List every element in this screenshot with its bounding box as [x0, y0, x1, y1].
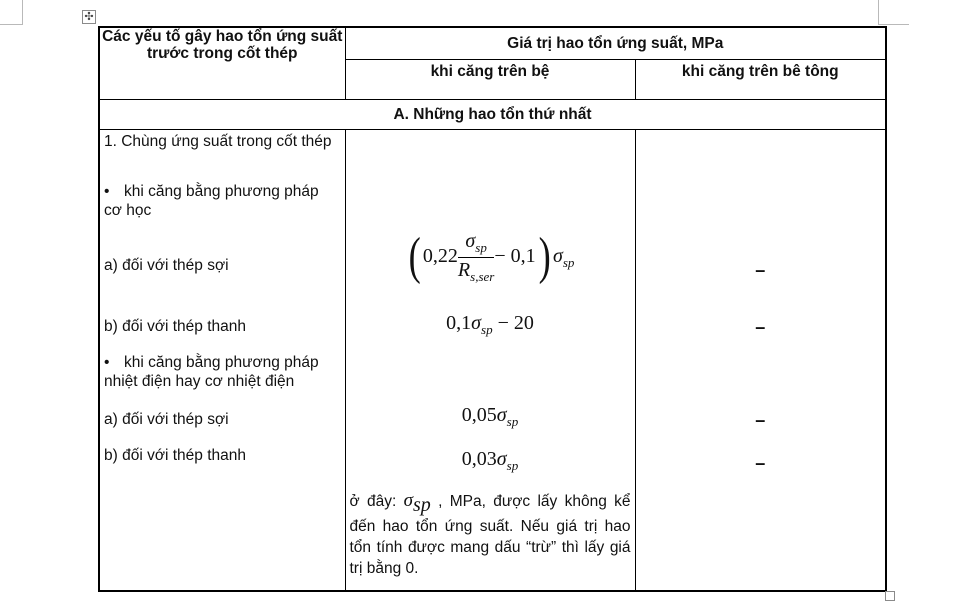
note-prefix: ở đây: — [349, 492, 404, 510]
bullet-mechanical-label: khi căng bằng phương pháp cơ học — [104, 182, 319, 219]
header-concrete-cell — [635, 59, 886, 99]
bar-label-1: b) đối với thép thanh — [104, 317, 247, 335]
f4-coef: 0,03 — [461, 447, 497, 470]
wire-label-1: a) đối với thép sợi — [104, 256, 229, 274]
f2-tail: − 20 — [492, 311, 534, 334]
f2-sub: sp — [481, 321, 493, 337]
formula-bar-mech — [346, 312, 635, 338]
crop-mark-left — [0, 0, 23, 25]
formula-wire-thermal — [346, 404, 635, 430]
paren-open: ( — [408, 228, 421, 285]
f1-sigma-sub: sp — [562, 254, 575, 270]
f1-coef: 0,22 — [422, 244, 458, 267]
factor-stack — [100, 130, 345, 590]
concrete-dash-1: – — [755, 259, 766, 280]
bar-label-2: b) đối với thép thanh — [104, 446, 247, 464]
f1-den-R: R — [457, 258, 471, 281]
bullet-icon: • — [104, 353, 110, 371]
concrete-stack — [636, 130, 886, 590]
body-row — [99, 129, 886, 591]
f1-numerator — [458, 230, 494, 258]
f1-num-sub: sp — [475, 239, 487, 255]
concrete-dash-3: – — [755, 409, 766, 430]
formula-wire-mech — [346, 230, 635, 285]
f3-sub: sp — [506, 413, 519, 429]
concrete-dash-4: – — [755, 452, 766, 473]
note-body: , MPa, được lấy không kể đến hao tổn ứng suất. Nếu giá trị hao tổn tính được mang dấu “trừ” thì lấy giá trị bằng 0. — [349, 492, 631, 577]
bullet-thermal — [100, 353, 345, 391]
concrete-value-cell — [635, 129, 886, 591]
bed-stack — [346, 130, 635, 590]
paren-close: ) — [538, 228, 551, 285]
header-factor-cell — [99, 27, 345, 99]
section-a-cell — [99, 99, 886, 129]
f4-sub: sp — [506, 457, 519, 473]
note-text — [350, 490, 631, 579]
formula-bar-thermal — [346, 448, 635, 474]
wire-label-2: a) đối với thép sợi — [104, 410, 229, 428]
f3-coef: 0,05 — [461, 403, 497, 426]
bullet-thermal-label: khi căng bằng phương pháp nhiệt điện hay cơ nhiệt điện — [104, 353, 319, 390]
f1-sigma: σ — [552, 244, 563, 267]
prestress-loss-table — [98, 26, 887, 592]
factor-cell — [99, 129, 345, 591]
f2-coef: 0,1 — [446, 311, 472, 334]
note-sigma: σ — [403, 489, 413, 511]
section-a-title: A. Những hao tổn thứ nhất — [393, 105, 592, 123]
section-row — [99, 99, 886, 129]
header-row-1 — [99, 27, 886, 59]
table-resize-handle-icon[interactable] — [885, 591, 895, 601]
concrete-dash-2: – — [755, 316, 766, 337]
header-value-label: Giá trị hao tổn ứng suất, MPa — [507, 34, 724, 52]
table-move-handle-icon[interactable]: ✣ — [82, 10, 96, 24]
header-factor-label: Các yếu tố gây hao tổn ứng suất trước trong cốt thép — [102, 28, 343, 62]
f1-fraction — [458, 230, 494, 285]
header-col-bed: khi căng trên bệ — [430, 62, 550, 80]
f2-sigma: σ — [471, 311, 482, 334]
f1-num-sigma: σ — [465, 229, 476, 252]
bullet-icon: • — [104, 182, 110, 200]
note-sigma-sub: sp — [412, 493, 431, 516]
header-value-cell — [345, 27, 886, 59]
bullet-mechanical — [100, 182, 345, 220]
f3-sigma: σ — [496, 403, 507, 426]
crop-mark-right — [878, 0, 909, 25]
f1-minus: − 0,1 — [494, 244, 536, 267]
header-col-concrete: khi căng trên bê tông — [681, 62, 839, 80]
header-bed-cell — [345, 59, 635, 99]
f4-sigma: σ — [496, 447, 507, 470]
item-relaxation: 1. Chùng ứng suất trong cốt thép — [104, 132, 332, 150]
f1-denominator — [458, 258, 494, 285]
bed-value-cell — [345, 129, 635, 591]
f1-den-sub: s,ser — [470, 268, 495, 284]
